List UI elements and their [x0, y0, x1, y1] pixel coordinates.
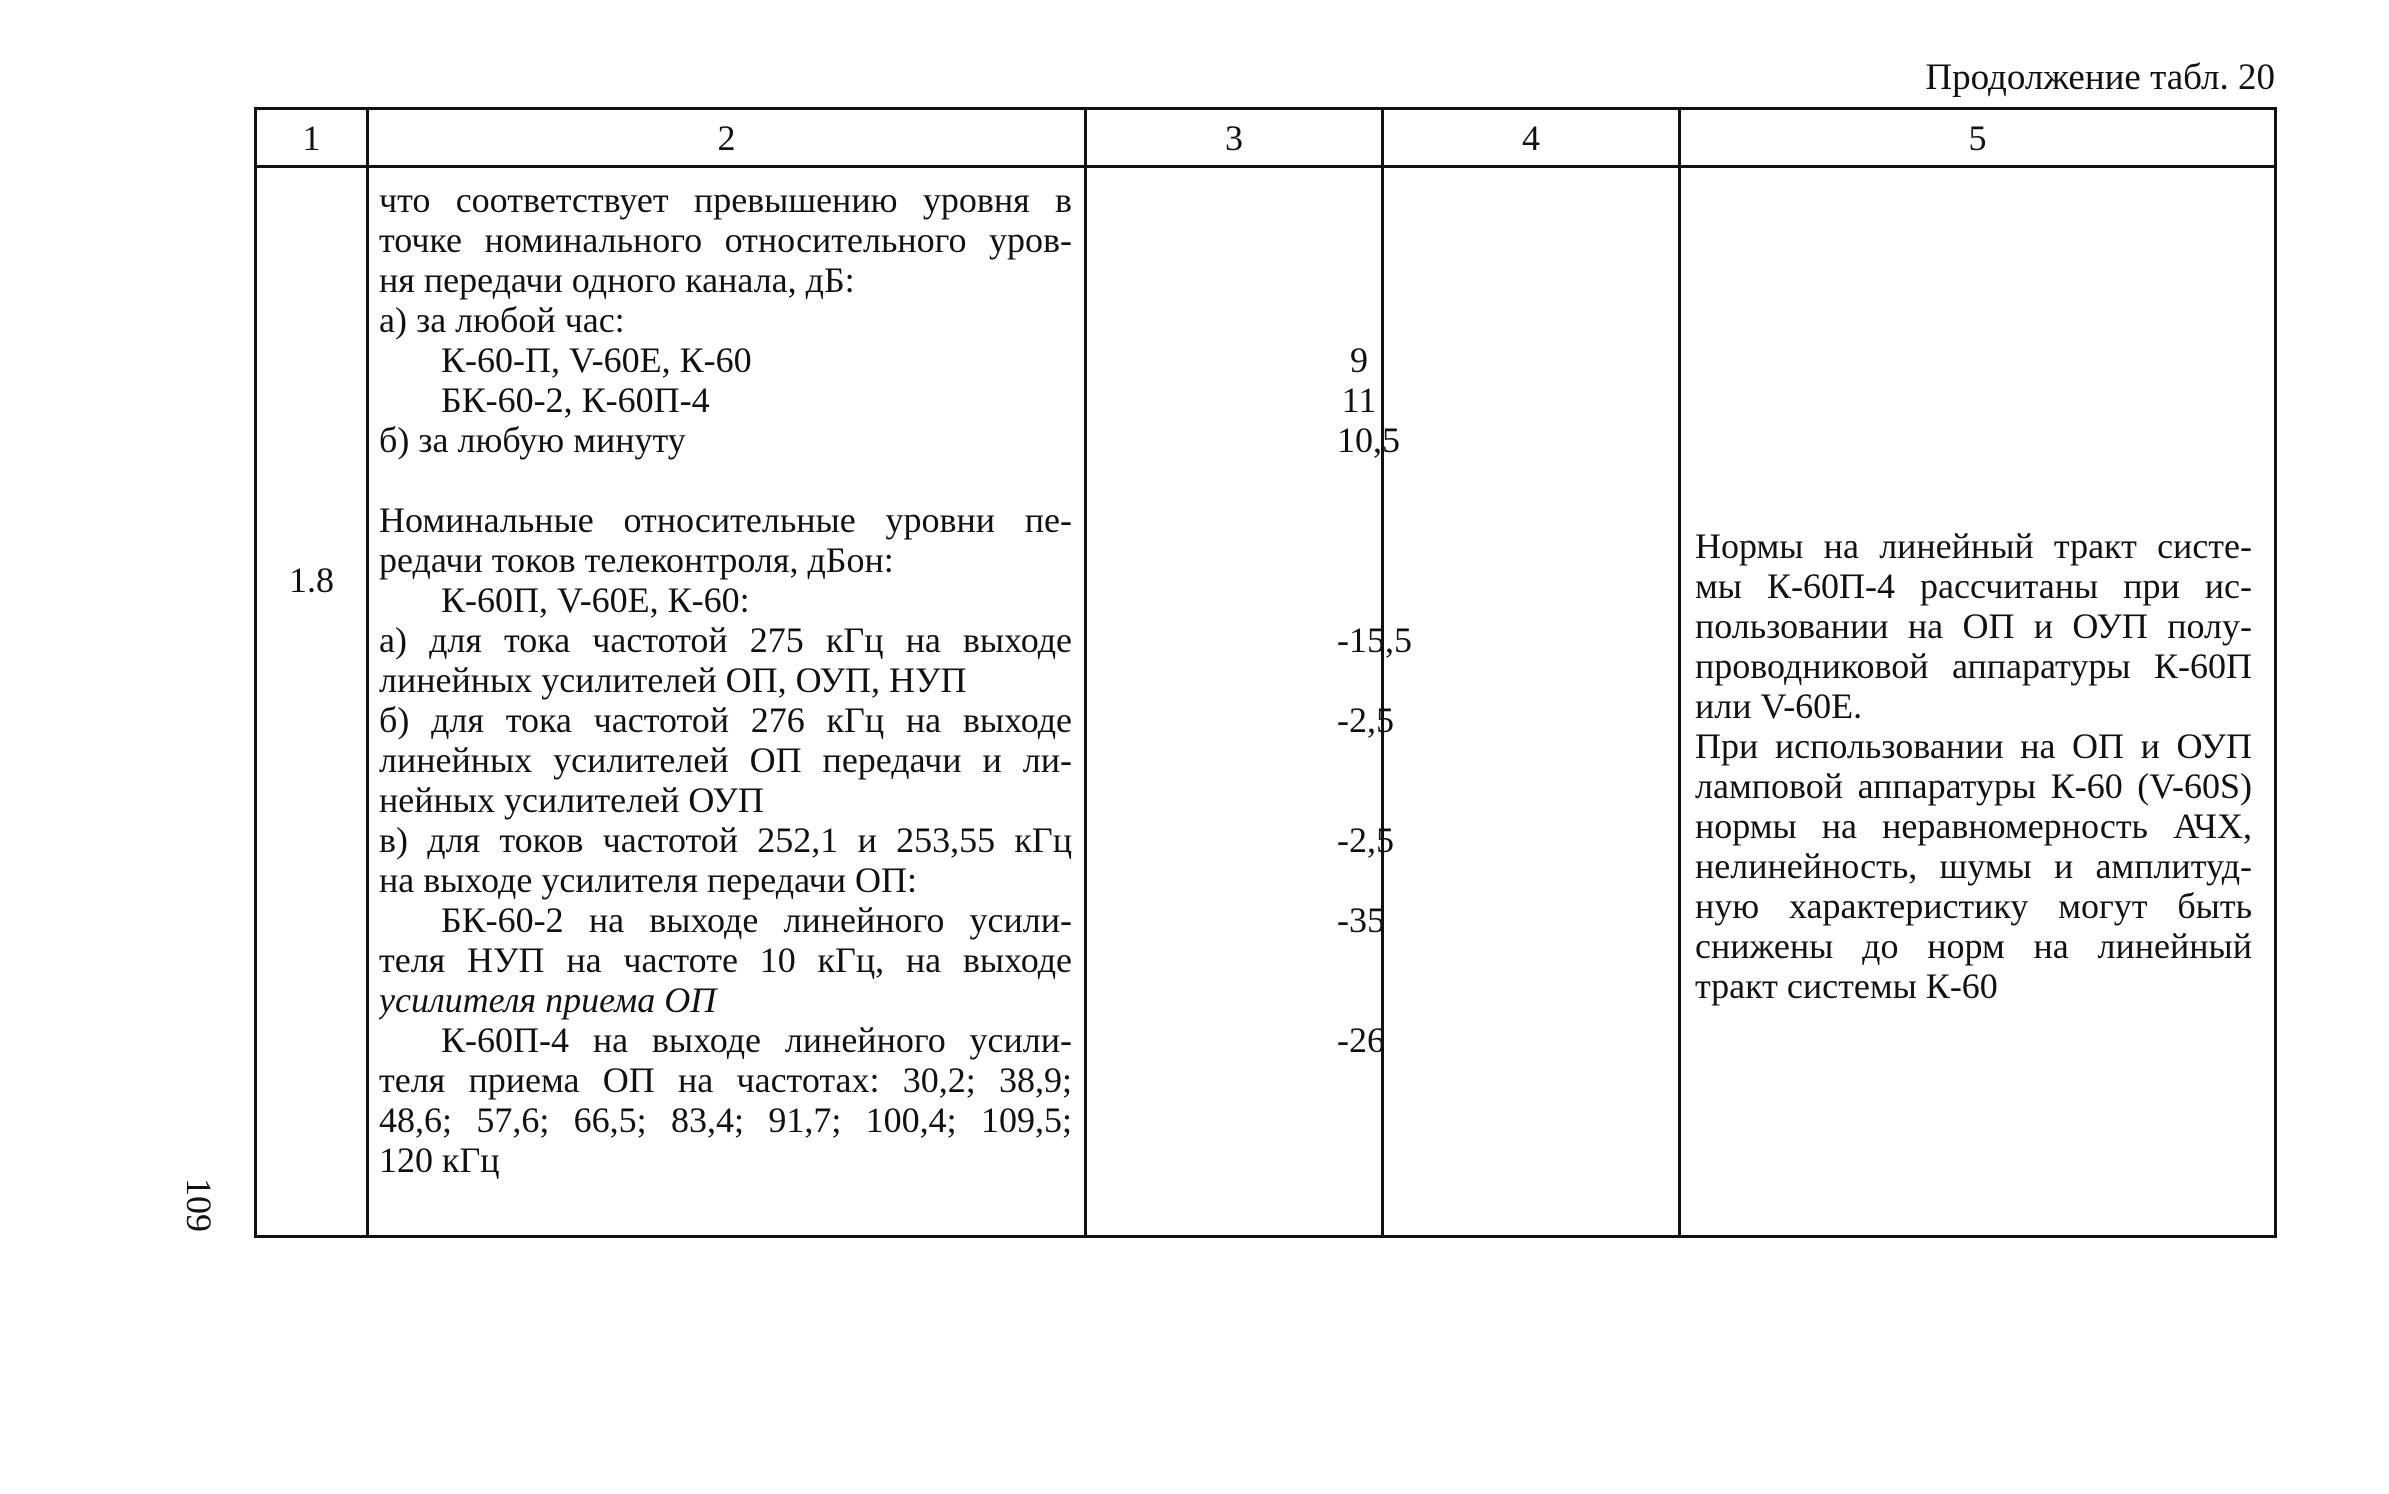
- value-cell: -2,5: [1337, 700, 1394, 740]
- description-line: БК-60-2, К-60П-4: [441, 380, 710, 420]
- norms-table: [254, 107, 2277, 1238]
- description-line: теля НУП на частоте 10 кГц, на выходе: [379, 940, 1072, 980]
- note-line: При использовании на ОП и ОУП: [1695, 726, 2252, 766]
- note-line: пользовании на ОП и ОУП полу-: [1695, 606, 2252, 646]
- note-line: ламповой аппаратуры К-60 (V-60S): [1695, 766, 2252, 806]
- header-col-1: 1: [256, 109, 368, 167]
- value-cell: -15,5: [1337, 620, 1412, 660]
- header-col-5: 5: [1680, 109, 2276, 167]
- description-line: а) для тока частотой 275 кГц на выходе: [379, 620, 1072, 660]
- description-line: точке номинального относительного уров-: [379, 220, 1072, 260]
- note-line: Нормы на линейный тракт систе-: [1695, 526, 2252, 566]
- note-line: ную характеристику могут быть: [1695, 886, 2252, 926]
- note-line: мы К-60П-4 рассчитаны при ис-: [1695, 566, 2252, 606]
- value-cell: -26: [1337, 1020, 1385, 1060]
- value-cell: 10,5: [1337, 420, 1400, 460]
- description-line: 48,6; 57,6; 66,5; 83,4; 91,7; 100,4; 109,5;: [379, 1100, 1072, 1140]
- value-cell: 9: [1350, 340, 1368, 380]
- description-line: а) за любой час:: [379, 300, 625, 340]
- value-cell: -2,5: [1337, 820, 1394, 860]
- note-line: проводниковой аппаратуры К-60П: [1695, 646, 2252, 686]
- description-line: линейных усилителей ОП передачи и ли-: [379, 740, 1072, 780]
- description-line: линейных усилителей ОП, ОУП, НУП: [379, 660, 967, 700]
- description-line: на выходе усилителя передачи ОП:: [379, 860, 917, 900]
- description-line: [379, 460, 1072, 500]
- row-code: 1.8: [289, 560, 334, 600]
- cell-value-col4: [1383, 167, 1680, 1237]
- cell-code: [256, 167, 368, 1237]
- description-line: редачи токов телеконтроля, дБон:: [379, 540, 894, 580]
- note-line: или V-60E.: [1695, 686, 1863, 726]
- description-line: б) для тока частотой 276 кГц на выходе: [379, 700, 1072, 740]
- cell-description: [368, 167, 1086, 1237]
- description-line: ня передачи одного канала, дБ:: [379, 260, 855, 300]
- cell-notes: [1680, 167, 2276, 1237]
- description-line: К-60-П, V-60E, К-60: [441, 340, 752, 380]
- cell-value-col3: [1086, 167, 1412, 1237]
- description-line: что соответствует превышению уровня в: [379, 180, 1072, 220]
- header-col-3: 3: [1086, 109, 1383, 167]
- table-row: [256, 167, 2276, 1237]
- note-line: нелинейность, шумы и амплитуд-: [1695, 846, 2252, 886]
- note-line: нормы на неравномерность АЧХ,: [1695, 806, 2252, 846]
- notes-block: [1695, 526, 2252, 1006]
- page-number: 109: [179, 1178, 219, 1232]
- value-cell: 11: [1341, 380, 1377, 420]
- header-col-2: 2: [368, 109, 1086, 167]
- table-caption: Продолжение табл. 20: [1925, 57, 2275, 98]
- note-line: тракт системы К-60: [1695, 966, 1998, 1006]
- description-line: теля приема ОП на частотах: 30,2; 38,9;: [379, 1060, 1072, 1100]
- description-line: БК-60-2 на выходе линейного усили-: [441, 900, 1072, 940]
- description-line: 120 кГц: [379, 1140, 500, 1180]
- description-line: усилителя приема ОП: [379, 980, 717, 1020]
- description-line: нейных усилителей ОУП: [379, 780, 764, 820]
- description-line: в) для токов частотой 252,1 и 253,55 кГц: [379, 820, 1072, 860]
- description-line: б) за любую минуту: [379, 420, 686, 460]
- note-line: снижены до норм на линейный: [1695, 926, 2252, 966]
- value-cell: -35: [1337, 900, 1385, 940]
- description-line: К-60П-4 на выходе линейного усили-: [441, 1020, 1072, 1060]
- header-col-4: 4: [1383, 109, 1680, 167]
- description-line: Номинальные относительные уровни пе-: [379, 500, 1072, 540]
- description-line: К-60П, V-60E, К-60:: [441, 580, 750, 620]
- header-row: [256, 109, 2276, 167]
